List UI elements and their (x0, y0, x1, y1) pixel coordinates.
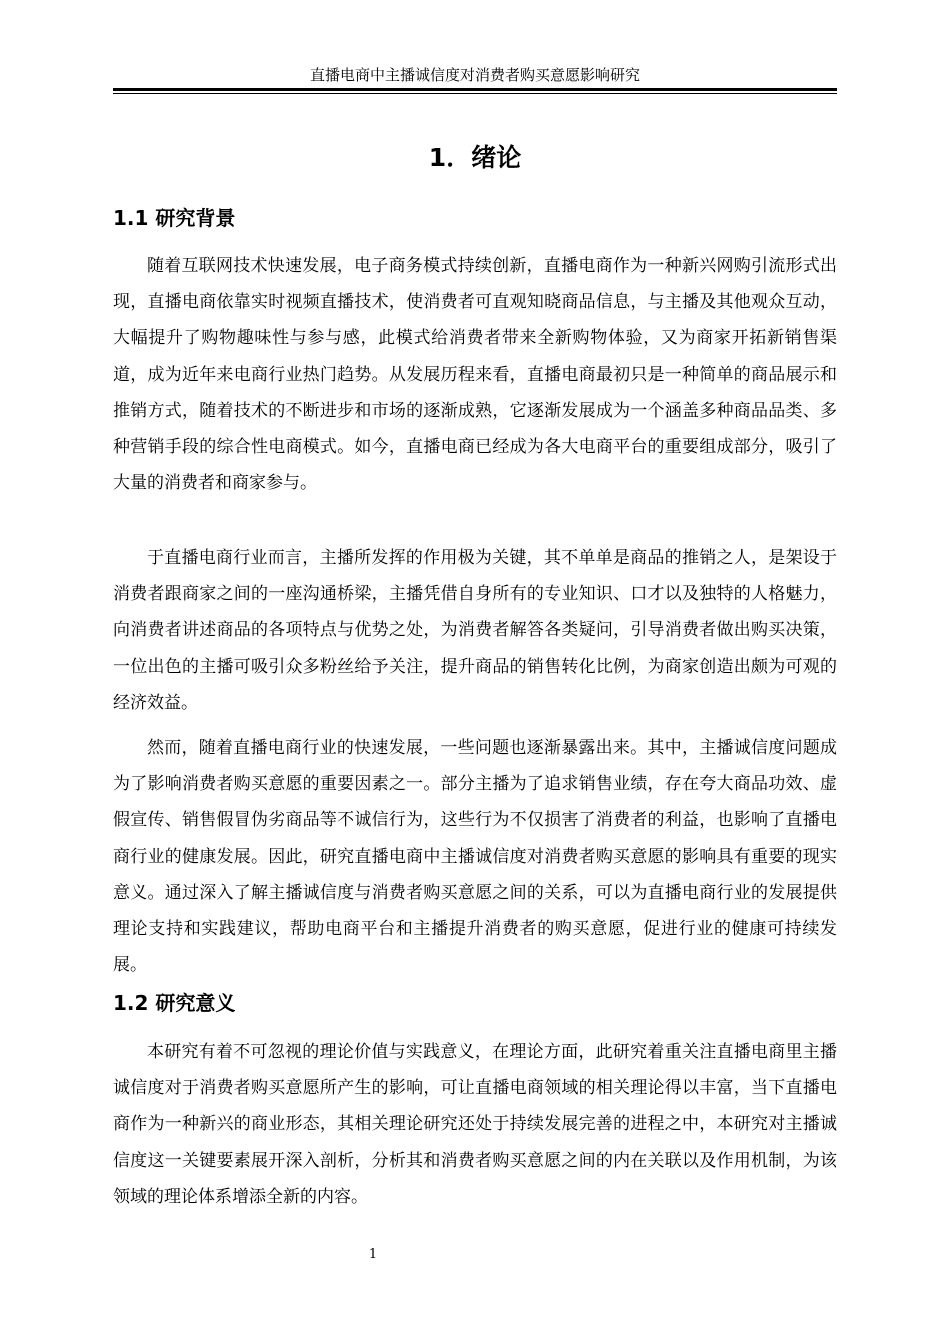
paragraph-background-1: 随着互联网技术快速发展，电子商务模式持续创新，直播电商作为一种新兴网购引流形式出现，直播电商依靠实时视频直播技术，使消费者可直观知晓商品信息，与主播及其他观众互动，大幅提升了购物趣味性与参与感，此模式给消费者带来全新购物体验，又为商家开拓新销售渠道，成为近年来电商行业热门趋势。从发展历程来看，直播电商最初只是一种简单的商品展示和推销方式，随着技术的不断进步和市场的逐渐成熟，它逐渐发展成为一个涵盖多种商品品类、多种营销手段的综合性电商模式。如今，直播电商已经成为各大电商平台的重要组成部分，吸引了大量的消费者和商家参与。 (113, 256, 837, 494)
header-rule-thick (113, 88, 837, 91)
paragraph-significance-1: 本研究有着不可忽视的理论价值与实践意义，在理论方面，此研究着重关注直播电商里主播诚信度对于消费者购买意愿所产生的影响，可让直播电商领域的相关理论得以丰富，当下直播电商作为一种新兴的商业形态，其相关理论研究还处于持续发展完善的进程之中，本研究对主播诚信度这一关键要素展开深入剖析，分析其和消费者购买意愿之间的内在关联以及作用机制，为该领域的理论体系增添全新的内容。 (113, 1042, 837, 1207)
paragraph-background-3: 然而，随着直播电商行业的快速发展，一些问题也逐渐暴露出来。其中，主播诚信度问题成为了影响消费者购买意愿的重要因素之一。部分主播为了追求销售业绩，存在夸大商品功效、虚假宣传、销售假冒伪劣商品等不诚信行为，这些行为不仅损害了消费者的利益，也影响了直播电商行业的健康发展。因此，研究直播电商中主播诚信度对消费者购买意愿的影响具有重要的现实意义。通过深入了解主播诚信度与消费者购买意愿之间的关系，可以为直播电商行业的发展提供理论支持和实践建议，帮助电商平台和主播提升消费者的购买意愿，促进行业的健康可持续发展。 (113, 738, 837, 976)
paragraph-background-2: 于直播电商行业而言，主播所发挥的作用极为关键，其不单单是商品的推销之人，是架设于消费者跟商家之间的一座沟通桥梁，主播凭借自身所有的专业知识、口才以及独特的人格魅力，向消费者讲述商品的各项特点与优势之处，为消费者解答各类疑问，引导消费者做出购买决策，一位出色的主播可吸引众多粉丝给予关注，提升商品的销售转化比例，为商家创造出颇为可观的经济效益。 (113, 548, 837, 713)
section-heading-background: 1.1 研究背景 (113, 206, 236, 230)
running-header: 直播电商中主播诚信度对消费者购买意愿影响研究 (309, 66, 640, 84)
page-number: 1 (368, 1247, 378, 1262)
chapter-title: 1．绪论 (428, 143, 522, 172)
header-rule-thin (113, 93, 837, 94)
section-heading-significance: 1.2 研究意义 (113, 991, 236, 1015)
